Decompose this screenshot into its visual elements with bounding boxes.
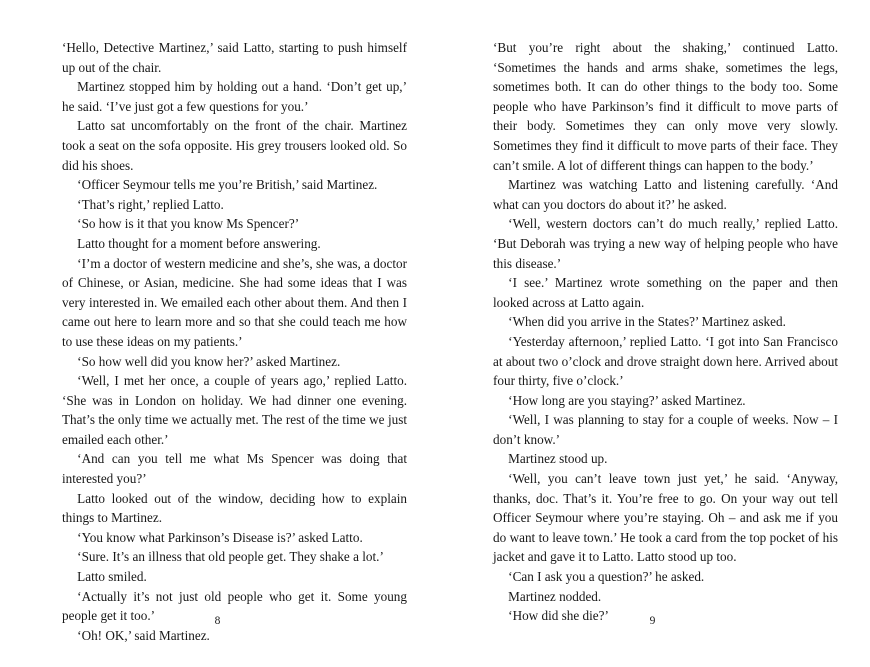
right-page-text <box>493 38 838 626</box>
paragraph: ‘Hello, Detective Martinez,’ said Latto, starting to push himself up out of the chair. <box>62 40 407 75</box>
left-page-text <box>62 38 407 645</box>
page-number: 9 <box>649 615 656 627</box>
paragraph: ‘Well, I met her once, a couple of years ago,’ replied Latto. ‘She was in London on holiday. We had dinner one evening. That’s the only time we actually met. The rest of the time we just emailed each other.’ <box>62 373 407 447</box>
paragraph: Martinez nodded. <box>508 588 602 604</box>
paragraph: ‘So how is it that you know Ms Spencer?’ <box>77 216 300 232</box>
paragraph: ‘Well, western doctors can’t do much really,’ replied Latto. ‘But Deborah was trying a new way of helping people who have this disease.’ <box>493 216 838 271</box>
paragraph: ‘Sure. It’s an illness that old people get. They shake a lot.’ <box>77 549 384 565</box>
paragraph: ‘You know what Parkinson’s Disease is?’ asked Latto. <box>77 529 363 545</box>
paragraph: Martinez was watching Latto and listening carefully. ‘And what can you doctors do about it?’ he asked. <box>493 177 838 212</box>
paragraph: Latto thought for a moment before answering. <box>77 235 321 251</box>
paragraph: Latto smiled. <box>77 569 147 585</box>
paragraph: ‘Can I ask you a question?’ he asked. <box>508 569 705 585</box>
paragraph: ‘How long are you staying?’ asked Martinez. <box>508 392 746 408</box>
paragraph: Latto looked out of the window, deciding how to explain things to Martinez. <box>62 490 407 526</box>
paragraph: ‘Well, you can’t leave town just yet,’ he said. ‘Anyway, thanks, doc. That’s it. You’re free to go. On your way out tell Officer Seymour where you’re staying. Oh – and ask me if you do want to leave town.’ He took a card from the top pocket of his jacket and gave it to Latto. Latto stood up too. <box>493 471 838 565</box>
paragraph: Latto sat uncomfortably on the front of the chair. Martinez took a seat on the sofa opposite. His grey trousers looked old. So did his shoes. <box>62 118 407 173</box>
paragraph: Martinez stopped him by holding out a hand. ‘Don’t get up,’ he said. ‘I’ve just got a few questions for you.’ <box>62 79 407 114</box>
paragraph: ‘But you’re right about the shaking,’ continued Latto. ‘Sometimes the hands and arms shake, sometimes the legs, sometimes both. It can do other things to the body too. Some people who have Parkinson’s find it difficult to move parts of their body. Sometimes they can only move very slowly. Sometimes they find it difficult to move parts of their face. They can’t smile. A lot of different things can happen to the body.’ <box>493 40 838 173</box>
paragraph: ‘Actually it’s not just old people who get it. Some young people get it too.’ <box>62 588 407 624</box>
paragraph: ‘I see.’ Martinez wrote something on the paper and then looked across at Latto again. <box>493 275 838 310</box>
paragraph: ‘And can you tell me what Ms Spencer was doing that interested you?’ <box>62 451 407 487</box>
paragraph: ‘Well, I was planning to stay for a couple of weeks. Now – I don’t know.’ <box>493 412 838 447</box>
paragraph: Martinez stood up. <box>508 451 608 467</box>
paragraph: ‘Oh! OK,’ said Martinez. <box>77 627 210 643</box>
paragraph: ‘How did she die?’ <box>508 608 609 624</box>
paragraph: ‘When did you arrive in the States?’ Martinez asked. <box>508 314 786 330</box>
right-page <box>435 0 870 667</box>
paragraph: ‘Yesterday afternoon,’ replied Latto. ‘I got into San Francisco at about two o’clock and drove straight down here. Arrived about four thirty, five o’clock.’ <box>493 333 838 389</box>
paragraph: ‘So how well did you know her?’ asked Martinez. <box>77 353 341 369</box>
paragraph: ‘Officer Seymour tells me you’re British,’ said Martinez. <box>77 177 378 193</box>
paragraph: ‘I’m a doctor of western medicine and she’s, she was, a doctor of Chinese, or Asian, medicine. She had some ideas that I was very interested in. We emailed each other about them. And then I came out here to learn more and so that she could teach me how to use these ideas on my patients.’ <box>62 255 407 349</box>
paragraph: ‘That’s right,’ replied Latto. <box>77 196 224 212</box>
page-number: 8 <box>214 615 221 627</box>
